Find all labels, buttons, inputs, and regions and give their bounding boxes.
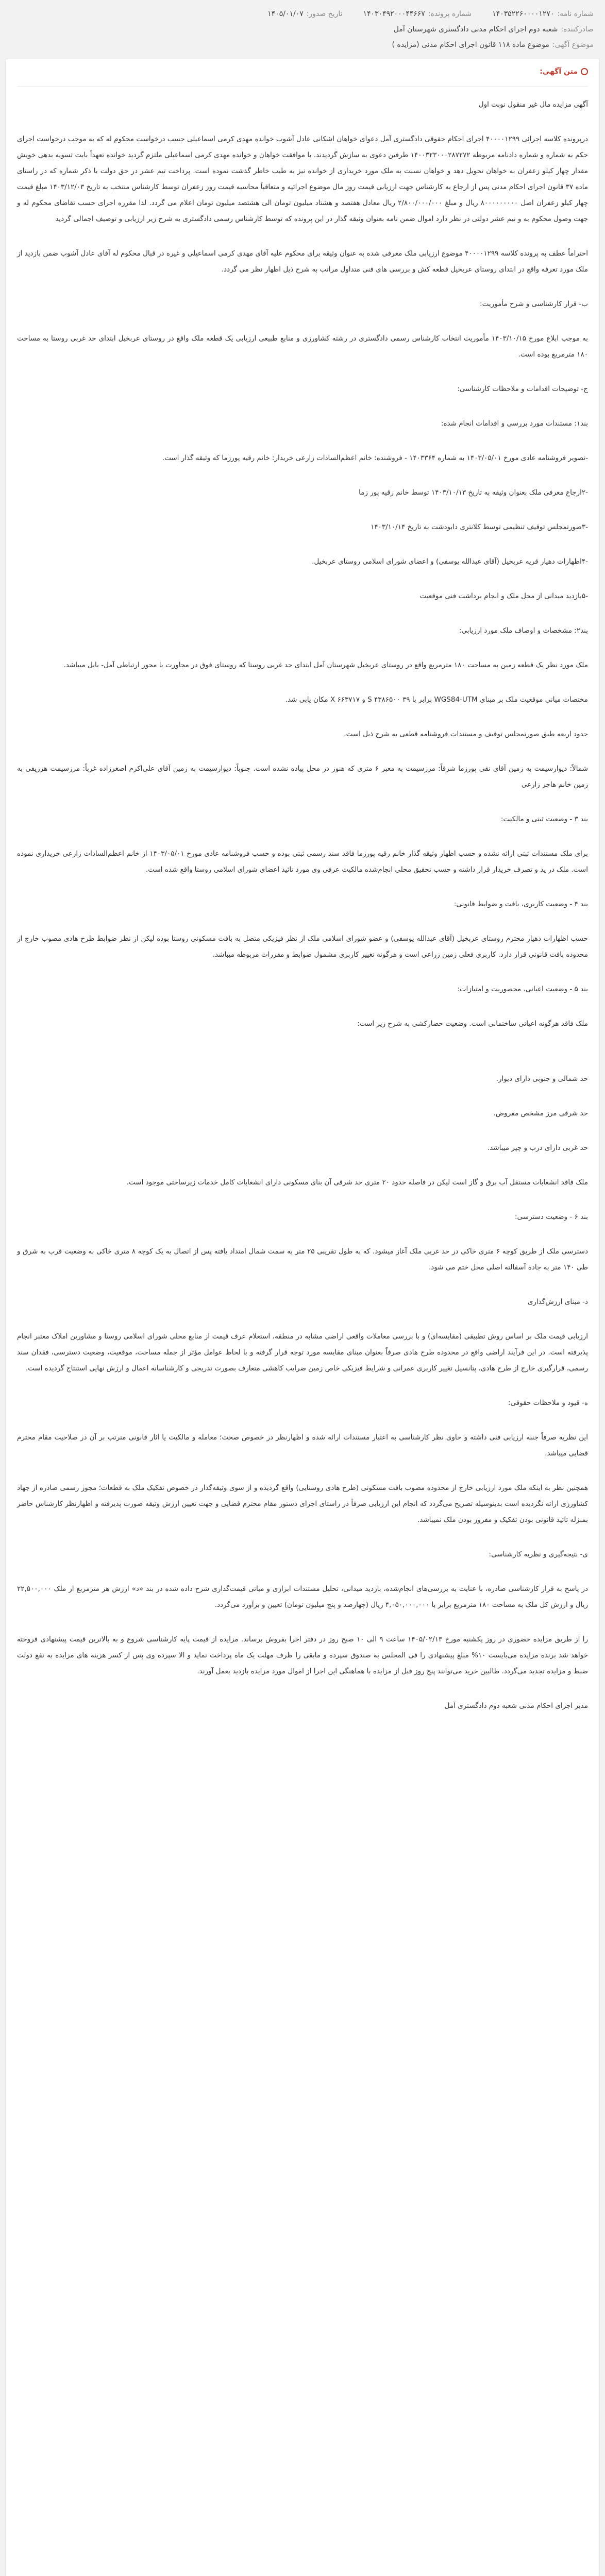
notice-body-card: [5, 59, 600, 2576]
notice-paragraph: همچنین نظر به اینکه ملک مورد ارزیابی خارج از محدوده مصوب بافت مسکونی (طرح هادی روستایی) واقع گردیده و از سوی وثیقه‌گذار در خصوص تفکیک ملک به قطعات؛ مجوز رسمی صادره از جهاد کشاورزی ارائه نگردیده است بدینوسیله تصریح می‌گردد که انجام این ارزیابی صرفاً در راستای اجرای دستور مقام محترم قضایی و جهت تعیین ارزش وثیقه صورت پذیرفته و اظهارنظر کارشناس حاضر بمنزله تائید قانونی بودن تفکیک و مفروز بودن ملک نمیباشد.: [17, 1484, 588, 1524]
notice-paragraph: بند ۵ - وضعیت اعیانی، محصوریت و امتیازات:: [457, 985, 588, 993]
notice-paragraph: بند ۴ - وضعیت کاربری، بافت و ضوابط قانونی:: [453, 900, 588, 908]
notice-paragraph: درپرونده کلاسه اجرائی ۴۰۰۰۰۱۲۹۹ اجرای احکام حقوقی دادگستری آمل دعوای خواهان اشکانی عادل آشوب خوانده مهدی کرمی اسماعیلی حسب درخواست محکوم له که به موجب درخواست اجرای حکم به شماره و شماره دادنامه مربوطه ۱۴۰۰۳۲۳۰۰۰۲۸۷۲۷۲ طرفین دعوی به سازش گردیدند. با موافقت خواهان و خوانده مهدی کرمی اسماعیلی ملتزم گردید خوانده تعهداً بابت تسویه بدهی خویش مقدار چهار کیلو زعفران به خواهان تحویل دهد و خواهان نسبت به ملک مورد خریداری از خوانده نیز به طیب خاطر گذشت نموده است. پرداخت تیم عشر در حق دولت با ذکر شماره که در راستای ماده ۳۷ قانون اجرای احکام مدنی پس از ارجاع به کارشناس جهت ارزیابی قیمت روز مال موضوع اجرائیه و متعاقباً محاسبه قیمت روز زعفران توسط کارشناس منتخب به تاریخ ۱۴۰۳/۱۲/۰۳ مبلغ قیمت چهار کیلو زعفران اصل ۸۰۰۰۰۰۰۰۰۰ ریال و مبلغ ۲/۸۰۰/۰۰۰/۰۰۰ ریال معادل هفتصد و هشتاد میلیون تومان الی هشتصد میلیون تومان اعلام می گردد. لذا مقرره اجرای حسب تقاضای محکوم له و جهت وصول محکوم به و نیم عشر دولتی در نظر دارد اموال ضمن نامه بعنوان وثیقه گذار در این پرونده که توسط کارشناس رسمی دادگستری به شرح زیر ارزیابی و توصیف اجمالی گردید: [17, 135, 589, 223]
notice-paragraph: -۵بازدید میدانی از محل ملک و انجام برداشت فنی موقعیت: [419, 592, 588, 600]
notice-paragraph: حد شرقی مرز مشخص مفروض.: [493, 1109, 588, 1117]
notice-paragraph: ج- توضیحات اقدامات و ملاحظات کارشناسی:: [457, 385, 588, 393]
notice-paragraph: بند۲: مشخصات و اوصاف ملک مورد ارزیابی:: [459, 626, 588, 635]
notice-paragraph: شمالاً: دیوارسیمت به زمین آقای نقی پورزما شرقاً: مرزسیمت به معبر ۶ متری که هنوز در محل پیاده نشده است. جنوباً: دیوارسیمت به زمین آقای علی‌اکرم اصغرزاده غرباً: مرزسیمت هرزیفی به زمین خانم هاجر زارعی: [17, 765, 588, 789]
subject-value: موضوع ماده ۱۱۸ قانون اجرای احکام مدنی (مزایده ): [392, 41, 549, 49]
notice-paragraph: -۲ارجاع معرفی ملک بعنوان وثیقه به تاریخ ۱۴۰۳/۱۰/۱۳ توسط خانم رقیه پور زما: [359, 488, 588, 497]
spacer: [17, 1050, 588, 1071]
notice-paragraph: -۳صورتمجلس توقیف تنظیمی توسط کلانتری دابودشت به تاریخ ۱۴۰۳/۱۰/۱۴: [371, 523, 588, 531]
notice-text-heading: [17, 67, 588, 76]
letter-number-value: ۱۴۰۳۵۲۲۶۰۰۰۰۱۲۷۰: [492, 10, 554, 18]
subject-line: [11, 37, 594, 53]
notice-paragraph: به موجب ابلاغ مورخ ۱۴۰۳/۱۰/۱۵ مأموریت انتخاب کارشناس رسمی دادگستری در رشته کشاورزی و منابع طبیعی ارزیابی یک قطعه ملک واقع در روستای عربخیل ابتدای حد غربی روستا به مساحت ۱۸۰ مترمربع بوده است.: [17, 334, 588, 359]
notice-paragraph: مختصات میانی موقعیت ملک بر مبنای WGS84-UTM برابر با ۳۹ S ۴۳۸۶۵۰۰ و ۶۶۳۷۱۷ X مکان یابی شد.: [285, 696, 588, 704]
divider: [17, 86, 588, 87]
issuer-value: شعبه دوم اجرای احکام مدنی دادگستری شهرستان آمل: [393, 25, 558, 33]
notice-paragraph: د- مبنای ارزش‌گذاری: [527, 1298, 588, 1306]
notice-paragraph: دسترسی ملک از طریق کوچه ۶ متری خاکی در حد غربی ملک آغاز میشود. که به طول تقریبی ۲۵ متر به سمت شمال امتداد یافته پس از اتصال به یک کوچه ۸ متری خاکی به وضعیت قرب به شرق و طی ۱۴۰ متر به جاده آسفالته اصلی محل ختم می شود.: [17, 1247, 588, 1272]
notice-paragraph: حد غربی دارای درب و چپر میباشد.: [487, 1144, 588, 1152]
notice-paragraph: در پاسخ به قرار کارشناسی صادره، با عنایت به بررسی‌های انجام‌شده، بازدید میدانی، تحلیل مستندات ابرازی و مبانی قیمت‌گذاری شرح داده شده در بند «د» ارزش هر مترمربع از ملک ۲۲,۵۰۰,۰۰۰ ریال و ارزش کل ملک به مساحت ۱۸۰ مترمربع برابر با ۴,۰۵۰,۰۰۰,۰۰۰ ریال (چهارصد و پنج میلیون تومان) تعیین و برآورد می‌گردد.: [17, 1585, 588, 1609]
notice-paragraph: حدود اربعه طبق صورتمجلس توقیف و مستندات فروشنامه قطعی به شرح ذیل است.: [344, 730, 588, 738]
notice-paragraph: ملک فاقد هرگونه اعیانی ساختمانی است. وضعیت حصارکشی به شرح زیر است:: [357, 1020, 588, 1028]
notice-paragraph: مدیر اجرای احکام مدنی شعبه دوم دادگستری آمل: [444, 1702, 588, 1710]
notice-paragraph: -تصویر فروشنامه عادی مورخ ۱۴۰۳/۰۵/۰۱ به شماره ۱۴۰۳۳۶۴ - فروشنده: خانم اعظم‌السادات زارعی خریدار: خانم رقیه پورزما که وثیقه گذار است.: [162, 454, 588, 462]
file-number-label: شماره پرونده:: [428, 10, 472, 18]
notice-paragraph: ه- قیود و ملاحظات حقوقی:: [508, 1399, 588, 1407]
issue-date-value: ۱۴۰۵/۰۱/۰۷: [267, 10, 304, 18]
notice-paragraph: بند ۳ - وضعیت ثبتی و مالکیت:: [500, 815, 588, 823]
notice-paragraph: -۴اظهارات دهیار قریه عربخیل (آقای عبدالله یوسفی) و اعضای شورای اسلامی روستای عربخیل.: [312, 557, 588, 566]
file-number: [363, 6, 472, 22]
notice-paragraph: حد شمالی و جنوبی دارای دیوار.: [496, 1075, 588, 1083]
issue-date-label: تاریخ صدور:: [306, 10, 343, 18]
notice-paragraph: ملک مورد نظر یک قطعه زمین به مساحت ۱۸۰ مترمربع واقع در روستای عربخیل شهرستان آمل ابتدای حد غربی روستا که روستای فوق در مجاورت با محور ارتباطی آمل- بابل میباشد.: [63, 661, 588, 669]
notice-paragraph: احتراماً عطف به پرونده کلاسه ۴۰۰۰۰۱۲۹۹ موضوع ارزیابی ملک معرفی شده به عنوان وثیقه برای محکوم علیه آقای مهدی کرمی اسماعیلی و غیره در قبال محکوم له آقای عادل آشوب ضمن بازدید از ملک مورد تعرفه واقع در ابتدای روستای عربخیل قطعه کش و بررسی های فنی متداول مراتب به شرح ذیل اظهار نظر می گردد.: [17, 249, 588, 274]
notice-paragraph: برای ملک مستندات ثبتی ارائه نشده و حسب اظهار وثیقه گذار خانم رقیه پورزما فاقد سند رسمی ثبتی بوده و حسب فروشنامه عادی مورخ ۱۴۰۳/۰۵/۰۱ از خانم اعظم‌السادات زارعی خریداری نموده است. ملک در ید و تصرف خریدار قرار داشته و حسب تحقیق محلی انجام‌شده مالکیت عرفی وی مورد تائید اعضای شورای اسلامی روستا واقع شده است.: [17, 850, 588, 874]
issuer-line: [11, 22, 594, 37]
file-number-value: ۱۴۰۳۰۴۹۲۰۰۰۴۴۶۶۷: [363, 10, 425, 18]
notice-paragraph: بند۱: مستندات مورد بررسی و اقدامات انجام شده:: [441, 419, 588, 428]
notice-paragraph: ملک فاقد انشعابات مستقل آب برق و گاز است لیکن در فاصله حدود ۲۰ متری حد شرقی آن بنای مسکونی دارای انشعابات کامل خدمات زیرساختی موجود است.: [126, 1178, 588, 1187]
notice-header: [2, 0, 603, 56]
letter-number-label: شماره نامه:: [557, 10, 594, 18]
subject-label: موضوع آگهی:: [552, 41, 594, 49]
notice-paragraph: بند ۶ - وضعیت دسترسی:: [514, 1213, 588, 1221]
issuer-label: صادرکننده:: [561, 25, 594, 33]
letter-number: [492, 6, 594, 22]
notice-text-title: متن آگهی:: [540, 67, 578, 76]
notice-paragraph: این نظریه صرفاً جنبه ارزیابی فنی داشته و حاوی نظر کارشناسی به اعتبار مستندات ارائه شده و اظهارنظر در خصوص صحت؛ معامله و مالکیت یا اثار قانونی مترتب بر آن در صلاحیت مقام محترم قضایی میباشد.: [17, 1433, 588, 1458]
notice-paragraph: ی- نتیجه‌گیری و نظریه کارشناسی:: [489, 1550, 588, 1558]
notice-paragraph: ارزیابی قیمت ملک بر اساس روش تطبیقی (مقایسه‌ای) و با بررسی معاملات واقعی اراضی مشابه در منطقه، استعلام عرف قیمت از منابع محلی شورای اسلامی روستا و مشاورین املاک معتبر انجام پذیرفته است. در این فرآیند اراضی واقع در محدوده طرح هادی صرفاً بعنوان مبنای مقایسه مورد توجه قرار گرفته و با لحاظ عوامل مؤثر از جمله مساحت، موقعیت، وضعیت دسترسی، فقدان سند رسمی، قرارگیری خارج از طرح هادی، پتانسیل تغییر کاربری عمرانی و شرایط فیزیکی خاص زمین ضرایب کاهشی متعارف بصورت تدریجی و کارشناسانه اعمال و ارزش نهایی استنتاج گردیده است.: [17, 1332, 588, 1372]
info-circle-icon: [581, 68, 588, 75]
notice-paragraph: را از طریق مزایده حضوری در روز یکشنبه مورخ ۱۴۰۵/۰۲/۱۳ ساعت ۹ الی ۱۰ صبح روز در دفتر اجرا بفروش برساند. مزایده از قیمت پایه کارشناسی شروع و به بالاترین قیمت پیشنهادی فروخته خواهد شد برنده مزایده می‌بایست ۱۰% مبلغ پیشنهادی را فی المجلس به صندوق سپرده و مابقی را ظرف مهلت یک ماه پرداخت نماید و الا سپرده وی پس از کسر هزینه های مزایده به نفع دولت ضبط و مزایده تجدید می‌گردد. طالبین خرید می‌توانند پنج روز قبل از مزایده با هماهنگی این اجرا از اموال مورد مزایده بازدید بعمل آورند.: [17, 1635, 589, 1675]
notice-paragraph: ب- قرار کارشناسی و شرح مأموریت:: [480, 300, 588, 308]
meta-row: [11, 6, 594, 22]
issue-date: [267, 6, 342, 22]
notice-paragraph: حسب اظهارات دهیار محترم روستای عربخیل (آقای عبدالله یوسفی) و عضو شورای اسلامی ملک از نظر فیزیکی متصل به بافت مسکونی روستا بوده لیکن از نظر ضوابط طرح هادی مصوب خارج از محدوده بافت قانونی قرار دارد. کاربری فعلی زمین زراعی است و هرگونه تغییر کاربری مشمول ضوابط و مقررات مربوطه میباشد.: [17, 935, 588, 959]
notice-paragraph: آگهی مزایده مال غیر منقول نوبت اول: [478, 100, 588, 109]
